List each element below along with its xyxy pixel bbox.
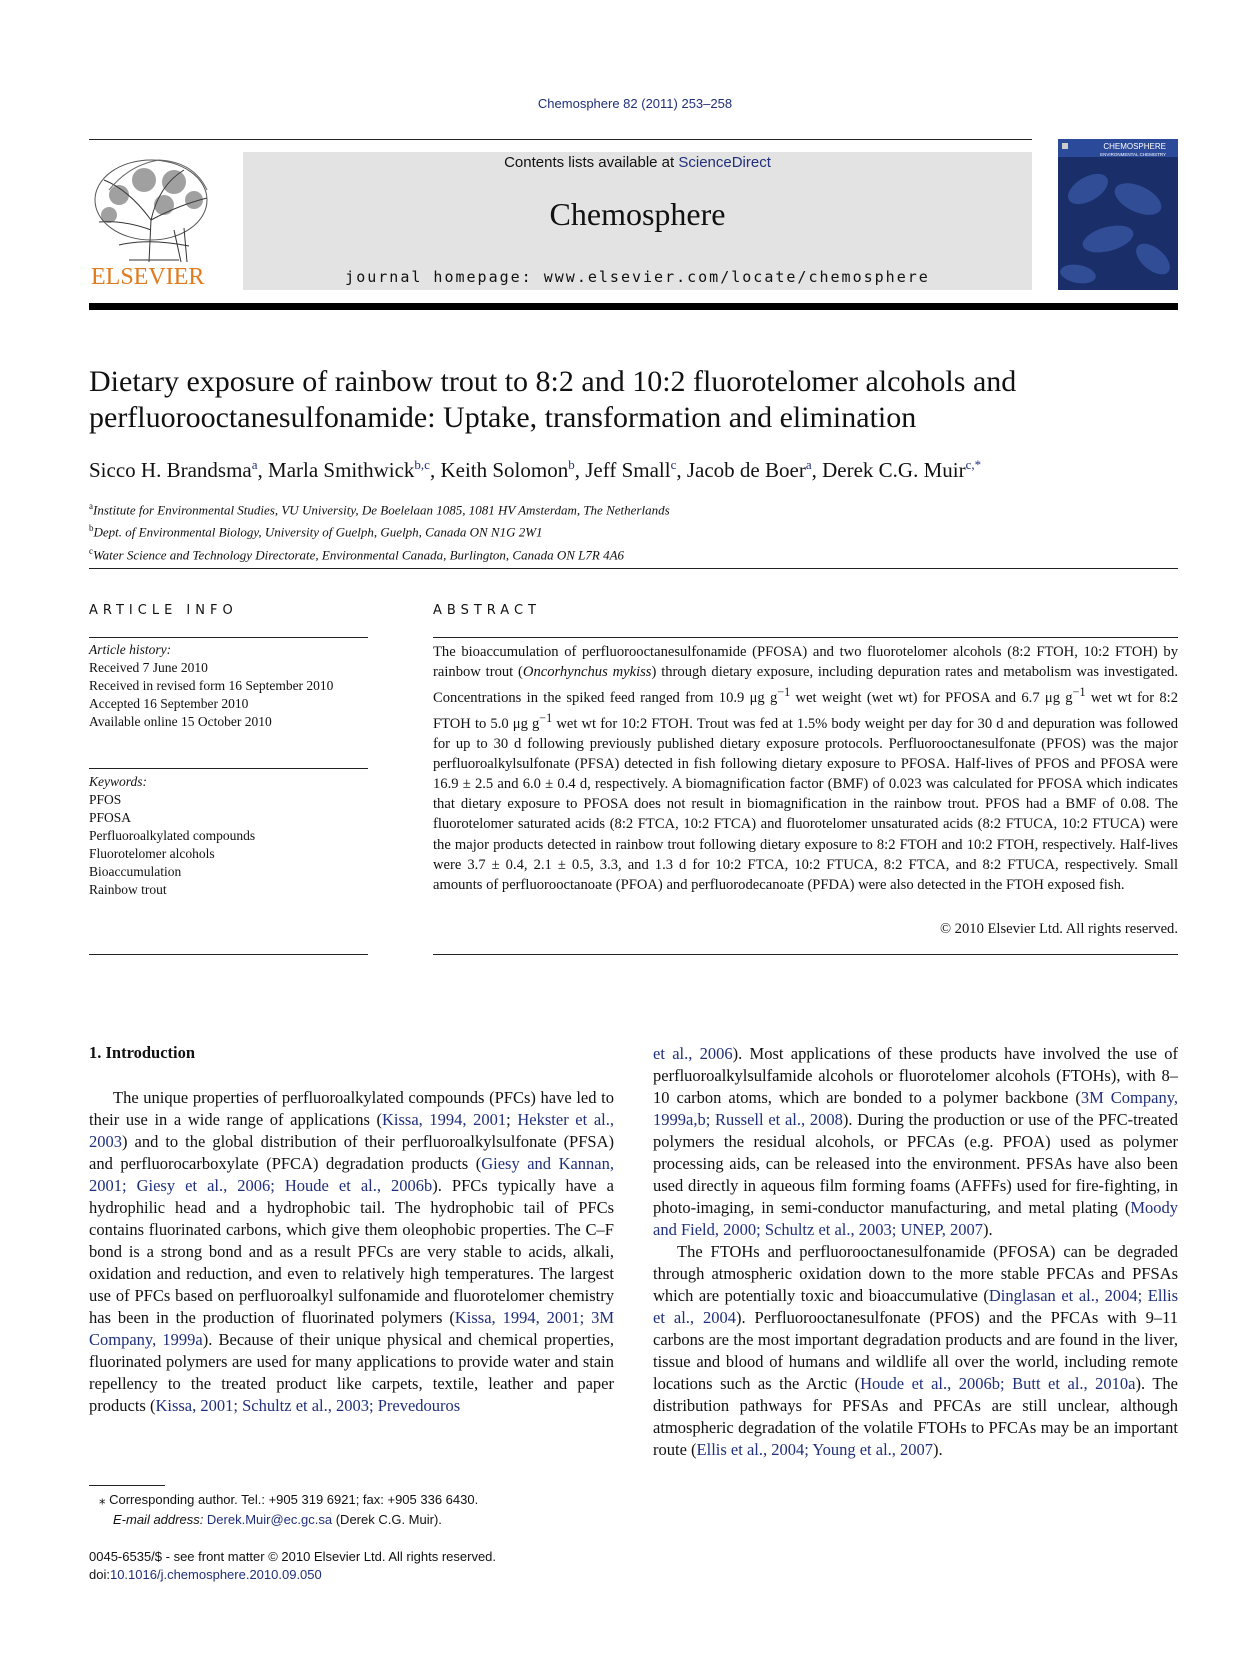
- history-label: Article history:: [89, 642, 172, 657]
- header-rule: [89, 139, 1032, 140]
- keyword: PFOS: [89, 792, 122, 807]
- issn-line: 0045-6535/$ - see front matter © 2010 Elsevier Ltd. All rights reserved.: [89, 1549, 497, 1564]
- journal-cover: [1058, 139, 1178, 290]
- author-list: Sicco H. Brandsma$^a$, Marla Smithwick$^{b,c}$, Keith Solomon$^b$, Jeff Small$^c$, Jacob de Boer$^a$, Derek C.G. Muir$^{c,*}$: [89, 457, 982, 482]
- citation-link[interactable]: Kissa, 1994, 2001: [382, 1110, 507, 1129]
- info-rule: [89, 637, 368, 638]
- journal-homepage[interactable]: journal homepage: www.elsevier.com/locate/chemosphere: [345, 268, 930, 286]
- history-accepted: Accepted 16 September 2010: [89, 696, 249, 711]
- author-affiliation-marker[interactable]: a: [805, 457, 812, 472]
- history-received: Received 7 June 2010: [89, 660, 208, 675]
- citation-link[interactable]: et al., 2006: [653, 1044, 733, 1063]
- keyword: Perfluoroalkylated compounds: [89, 828, 256, 843]
- history-revised: Received in revised form 16 September 2010: [89, 678, 334, 693]
- author-name: Derek C.G. Muir: [822, 458, 966, 482]
- keywords: [89, 773, 369, 899]
- corresponding-author: ⁎ Corresponding author. Tel.: +905 319 6921; fax: +905 336 6430.: [99, 1492, 479, 1507]
- intro-column-right: [653, 1043, 1178, 1461]
- contents-line: Contents lists available at ScienceDirect: [504, 154, 771, 171]
- affiliation-rule: [89, 568, 1178, 569]
- intro-paragraph: The FTOHs and perfluorooctanesulfonamide (PFOSA) can be degraded through atmospheric oxidation down to the more stable PFCAs and PFSAs which are potentially toxic and bioaccumulative (Dinglasan et al., 2004; Ellis et al., 2004). Perfluorooctanesulfonate (PFOS) and the PFCAs with 9–11 carbons are the most important degradation products and are found in the liver, tissue and blood of humans and wildlife all over the world, including remote locations such as the Arctic (Houde et al., 2006b; Butt et al., 2010a). The distribution pathways for PFSAs and PFCAs are still unclear, although atmospheric degradation of the volatile FTOHs to PFCAs may be an important route (Ellis et al., 2004; Young et al., 2007).: [653, 1242, 1178, 1459]
- journal-name: Chemosphere: [549, 196, 726, 232]
- intro-paragraph: et al., 2006). Most applications of these products have involved the use of perfluoroalkylsulfamide alcohols or fluorotelomer alcohols (FTOHs), with 8–10 carbon atoms, which are bonded to a polymer backbone (3M Company, 1999a,b; Russell et al., 2008). During the production or use of the PFC-treated polymers the residual alcohols, or PFCAs (e.g. PFOA) used as polymer processing aids, can be released into the environment. PFSAs have also been used directly in aqueous film forming foams (AFFFs) used for fire-fighting, in photo-imaging, in semi-conductor manufacturing, and metal plating (Moody and Field, 2000; Schultz et al., 2003; UNEP, 2007).: [653, 1044, 1178, 1239]
- doi-link[interactable]: 10.1016/j.chemosphere.2010.09.050: [109, 1567, 322, 1582]
- footnote: [89, 1490, 614, 1530]
- elsevier-logo: [89, 150, 217, 290]
- footnote-rule: [89, 1485, 165, 1486]
- citation-link[interactable]: Kissa, 2001; Schultz et al., 2003; Prevedouros: [155, 1396, 461, 1415]
- email-link[interactable]: Derek.Muir@ec.gc.sa: [206, 1512, 333, 1527]
- abstract-rule: [433, 637, 1178, 638]
- abstract-copyright: © 2010 Elsevier Ltd. All rights reserved.: [939, 921, 1178, 937]
- author-affiliation-marker[interactable]: b: [568, 457, 575, 472]
- author-name: Jacob de Boer: [686, 458, 806, 482]
- keyword: Rainbow trout: [89, 882, 167, 897]
- article-title: Dietary exposure of rainbow trout to 8:2 and 10:2 fluorotelomer alcohols and perfluorooctanesulfonamide: Uptake, transformation and elimination: [89, 365, 1017, 434]
- citation-link[interactable]: Hekster et al., 2003: [89, 1110, 614, 1151]
- citation-link[interactable]: Dinglasan et al., 2004; Ellis et al., 2004: [653, 1286, 1178, 1327]
- cover-subtitle: ENVIRONMENTAL CHEMISTRY: [1100, 152, 1166, 157]
- email-line: E-mail address: Derek.Muir@ec.gc.sa (Derek C.G. Muir).: [113, 1512, 442, 1527]
- affiliation: $^b$Dept. of Environmental Biology, University of Guelph, Guelph, Canada ON N1G 2W1: [89, 523, 543, 540]
- author-affiliation-marker[interactable]: c,*: [965, 457, 982, 472]
- doi-line: doi:10.1016/j.chemosphere.2010.09.050: [89, 1567, 322, 1582]
- keyword: Fluorotelomer alcohols: [89, 846, 215, 861]
- author-affiliation-marker[interactable]: b,c: [414, 457, 430, 472]
- sciencedirect-link[interactable]: ScienceDirect: [678, 154, 771, 171]
- article-history: [89, 641, 369, 731]
- keyword: Bioaccumulation: [89, 864, 182, 879]
- abstract-rule: [433, 954, 1178, 955]
- intro-column-left: [89, 1087, 614, 1417]
- citation-link[interactable]: Kissa, 1994, 2001; 3M Company, 1999a: [89, 1308, 615, 1349]
- elsevier-wordmark: ELSEVIER: [91, 264, 205, 290]
- section-heading-introduction: 1. Introduction: [89, 1043, 196, 1062]
- citation-link[interactable]: Houde et al., 2006b; Butt et al., 2010a: [860, 1374, 1136, 1393]
- affiliations: [89, 497, 1089, 564]
- abstract-text: The bioaccumulation of perfluorooctanesulfonamide (PFOSA) and two fluorotelomer alcohols (8:2 FTOH, 10:2 FTOH) by rainbow trout (Oncorhynchus mykiss) through dietary exposure, including depuration rates and metabolism was investigated. Concentrations in the spiked feed ranged from 10.9 μg $g^{-1}$ wet weight (wet wt) for PFOSA and 6.7 μg $g^{-1}$ wet wt for 8:2 FTOH to 5.0 μg $g^{-1}$ wet wt for 10:2 FTOH. Trout was fed at 1.5% body weight per day for 30 d and depuration was followed for up to 30 d following previously published dietary exposure protocols. Perfluorooctanesulfonate (PFOS) was the major perfluoroalkylsulfonate (PFSA) detected in fish following dietary exposure to PFOSA. Half-lives of PFOS and PFOSA were 16.9 ± 2.5 and 6.0 ± 0.4 d, respectively. A biomagnification factor (BMF) of 0.023 was calculated for PFOSA which indicates that dietary exposure to PFOSA does not result in biomagnification in the rainbow trout. PFOS had a BMF of 0.08. The fluorotelomer saturated acids (8:2 FTCA, 10:2 FTCA) and fluorotelomer unsaturated acids (8:2 FTUCA, 10:2 FTUCA) were the major products detected in rainbow trout following dietary exposure to 8:2 FTOH and 10:2 FTOH, respectively. Half-lives were 3.7 ± 0.4, 2.1 ± 0.5, 3.3, and 1.3 d for 10:2 FTCA, 10:2 FTUCA, 8:2 FTCA, and 8:2 FTUCA, respectively. Small amounts of perfluorooctanoate (PFOA) and perfluorodecanoate (PFDA) were also detected in the FTOH exposed fish.: [433, 644, 1179, 893]
- citation-link[interactable]: 3M Company, 1999a,b; Russell et al., 2008: [653, 1088, 1178, 1129]
- info-rule: [89, 954, 368, 955]
- issn-doi: [89, 1548, 689, 1584]
- journal-banner: [243, 152, 1032, 290]
- article-info-heading: ARTICLE INFO: [89, 603, 238, 618]
- author-affiliation-marker[interactable]: c: [670, 457, 677, 472]
- citation-link[interactable]: Giesy and Kannan, 2001; Giesy et al., 2006; Houde et al., 2006b: [89, 1154, 615, 1195]
- affiliation: $^a$Institute for Environmental Studies, VU University, De Boelelaan 1085, 1081 HV Amsterdam, The Netherlands: [89, 501, 670, 518]
- author-affiliation-marker[interactable]: a: [251, 457, 258, 472]
- affiliation: $^c$Water Science and Technology Directorate, Environmental Canada, Burlington, Canada ON L7R 4A6: [89, 545, 625, 562]
- cover-badge-icon: [1062, 143, 1068, 149]
- citation-link[interactable]: Ellis et al., 2004; Young et al., 2007: [696, 1440, 934, 1459]
- citation-link[interactable]: Moody and Field, 2000; Schultz et al., 2003; UNEP, 2007: [653, 1198, 1178, 1239]
- intro-paragraph: The unique properties of perfluoroalkylated compounds (PFCs) have led to their use in a wide range of applications (Kissa, 1994, 2001; Hekster et al., 2003) and to the global distribution of their perfluoroalkylsulfonate (PFSA) and perfluorocarboxylate (PFCA) degradation products (Giesy and Kannan, 2001; Giesy et al., 2006; Houde et al., 2006b). PFCs typically have a hydrophilic head and a hydrophobic tail. The hydrophobic tail of PFCs contains fluorinated carbons, which give them oleophobic properties. The C–F bond is a strong bond and as a result PFCs are very stable to acids, alkali, oxidation and reduction, and even to relatively high temperatures. The largest use of PFCs based on perfluoroalkyl sulfonamide and fluorotelomer chemistry has been in the production of fluorinated polymers (Kissa, 1994, 2001; 3M Company, 1999a). Because of their unique physical and chemical properties, fluorinated polymers are used for many applications to provide water and stain repellency to the treated product like carpets, textile, leather and paper products (Kissa, 2001; Schultz et al., 2003; Prevedouros: [89, 1088, 615, 1415]
- history-online: Available online 15 October 2010: [89, 714, 272, 729]
- author-name: Marla Smithwick: [268, 458, 415, 482]
- cover-title: CHEMOSPHERE: [1103, 142, 1166, 151]
- species-name: Oncorhynchus mykiss: [522, 664, 652, 681]
- author-name: Keith Solomon: [440, 458, 569, 482]
- author-name: Jeff Small: [585, 458, 671, 482]
- abstract-heading: ABSTRACT: [433, 603, 541, 618]
- journal-citation[interactable]: Chemosphere 82 (2011) 253–258: [537, 96, 733, 111]
- info-rule: [89, 768, 368, 769]
- author-name: Sicco H. Brandsma: [89, 458, 252, 482]
- header-thick-rule: [89, 303, 1178, 310]
- keywords-label: Keywords:: [89, 774, 147, 789]
- keyword: PFOSA: [89, 810, 132, 825]
